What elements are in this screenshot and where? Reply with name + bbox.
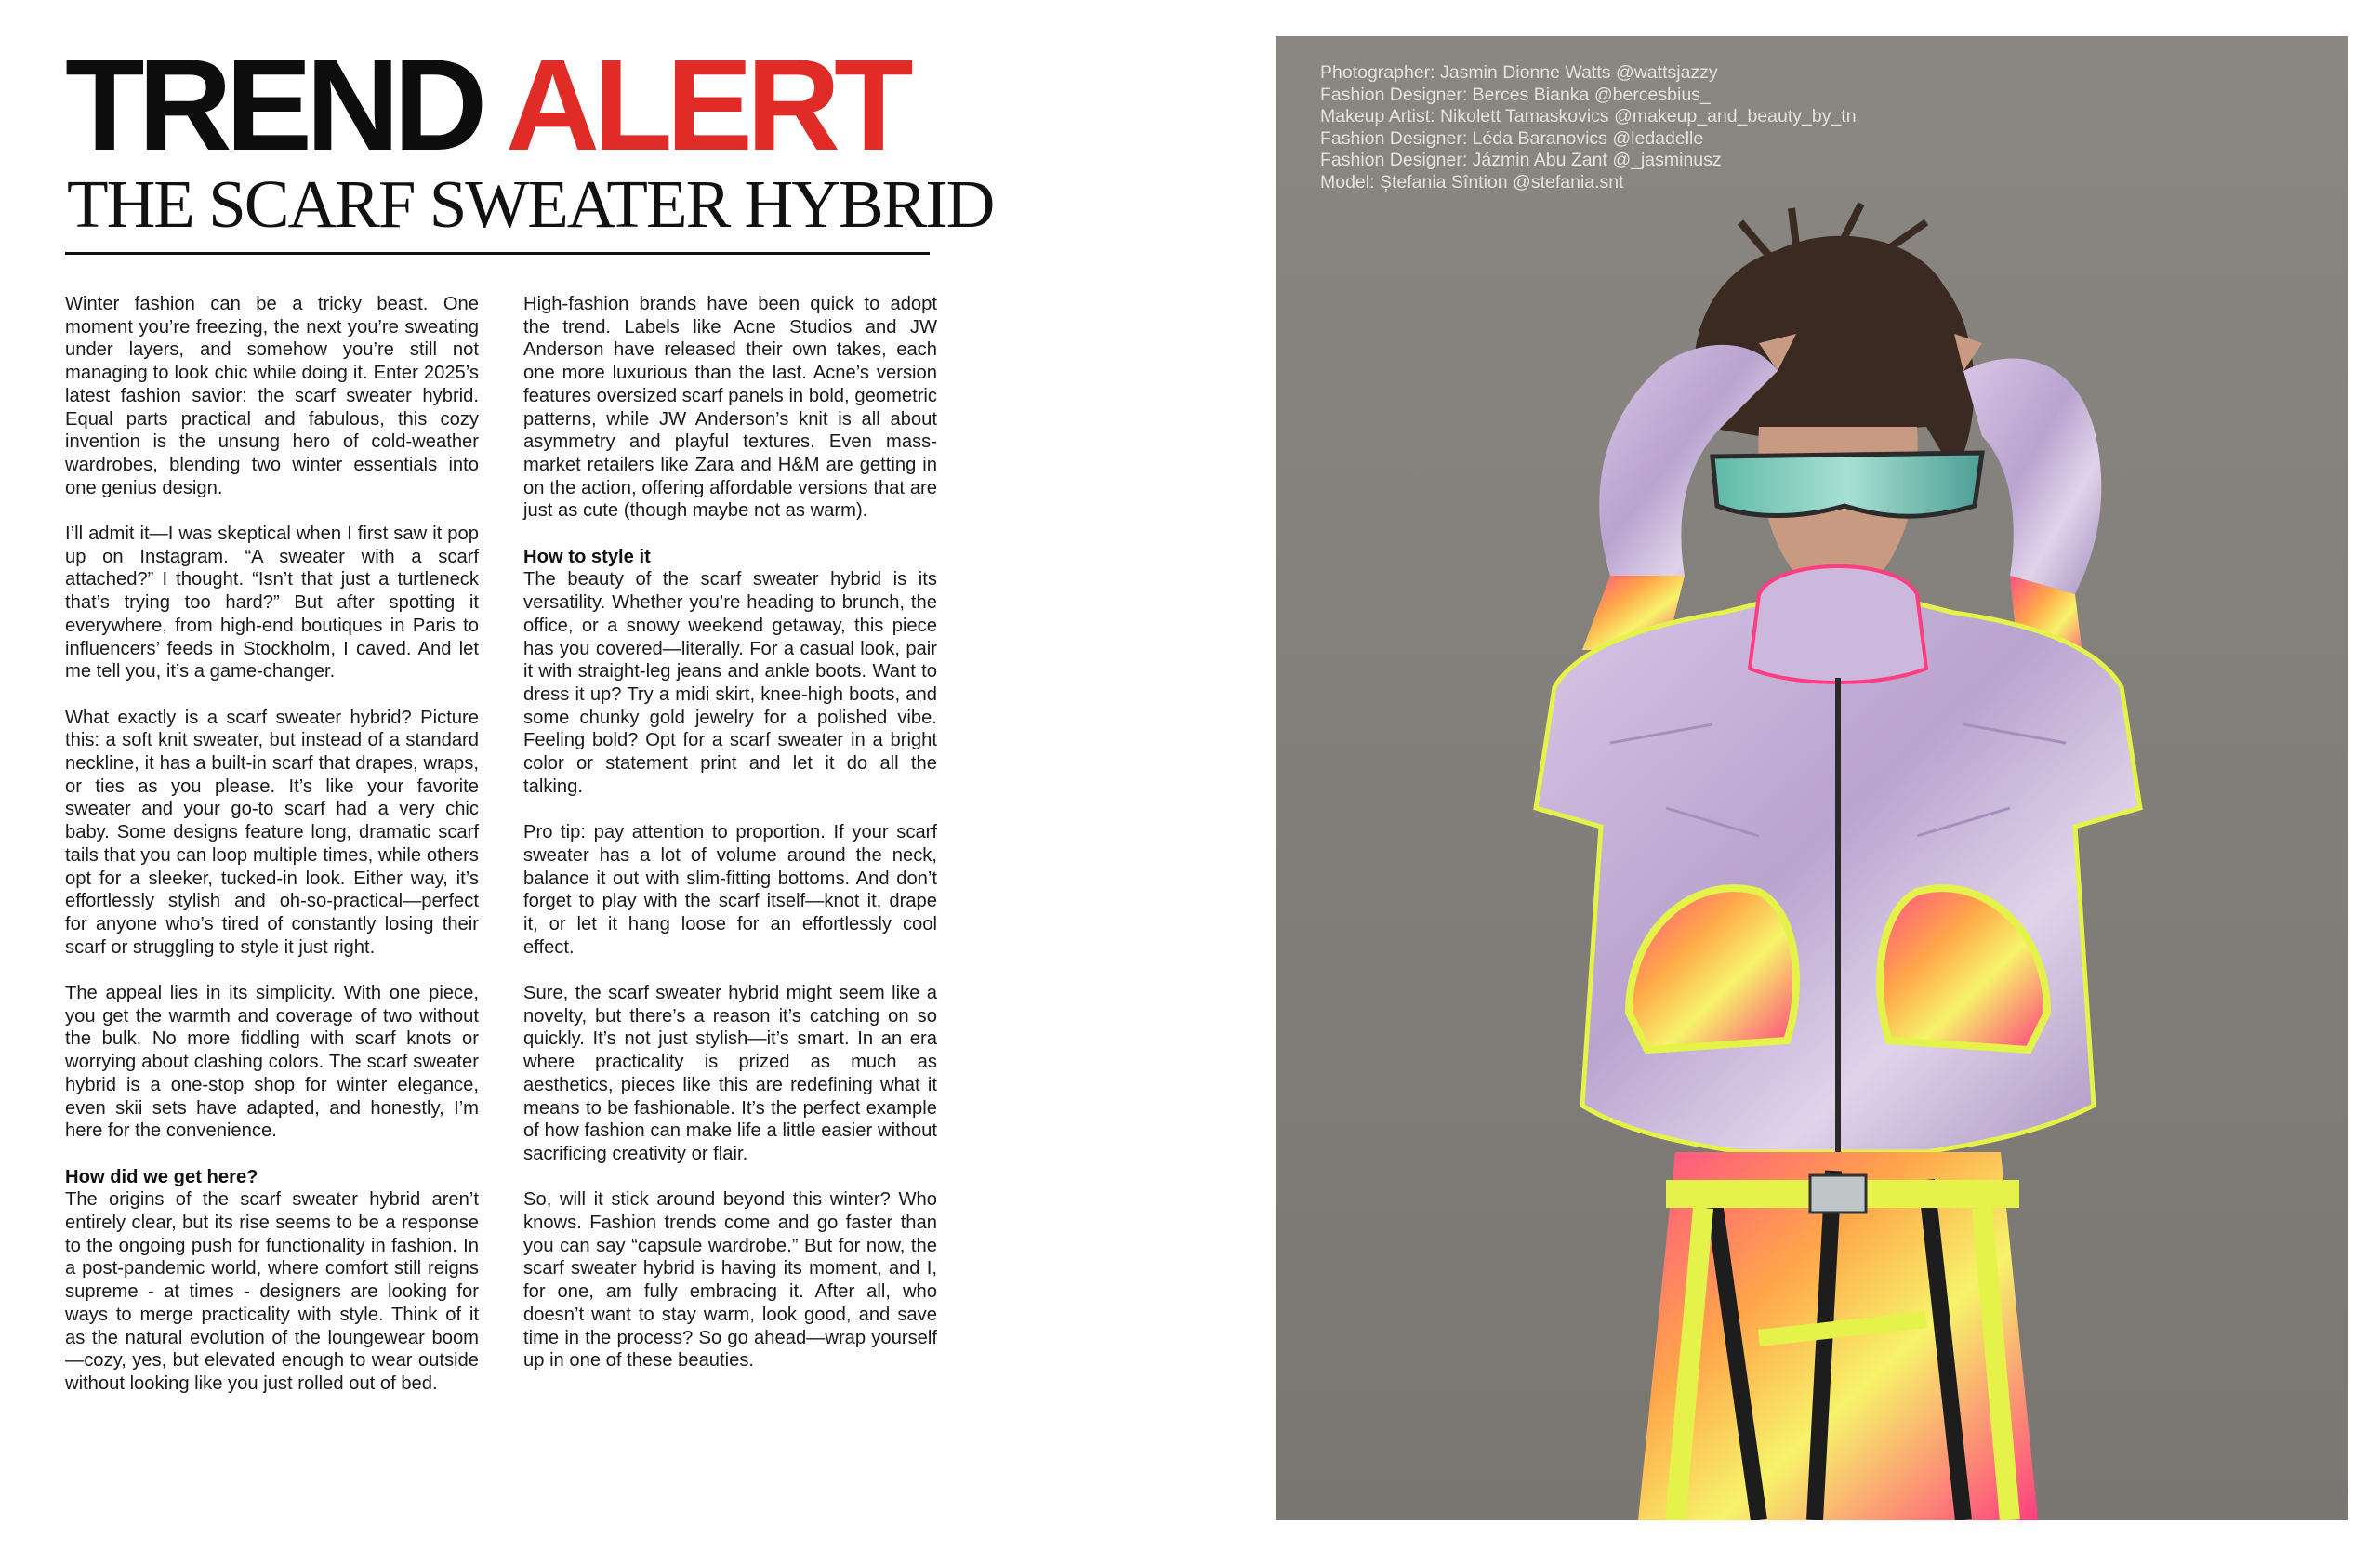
credit-line: Fashion Designer: Jázmin Abu Zant @_jasminusz <box>1320 150 1722 171</box>
section-heading: How to style it <box>523 546 651 567</box>
photo-credits <box>1320 62 1857 194</box>
paragraph: Winter fashion can be a tricky beast. One moment you’re freezing, the next you’re sweating under layers, and somehow you’re still not managing to look chic while doing it. Enter 2025’s latest fashion savior: the scarf sweater hybrid. Equal parts practical and fabulous, this cozy invention is the unsung hero of cold-weather wardrobes, blending two winter essentials into one genius design. <box>65 294 479 498</box>
headline-alert: ALERT <box>505 32 907 178</box>
fashion-photo-page <box>1276 36 2348 1520</box>
title-divider <box>65 252 930 255</box>
paragraph: So, will it stick around beyond this winter? Who knows. Fashion trends come and go faster than you can say “capsule wardrobe.” But for now, the scarf sweater hybrid is having its moment, and I, for one, am fully embracing it. After all, who doesn’t want to stay warm, look good, and save time in the process? So go ahead—wrap yourself up in one of these beauties. <box>523 1189 937 1372</box>
paragraph: Sure, the scarf sweater hybrid might seem like a novelty, but there’s a reason it’s catching on so quickly. It’s not just stylish—it’s smart. In an era where practicality is prized as much as aesthetics, pieces like this are redefining what it means to be fashionable. It’s the perfect example of how fashion can make life a little easier without sacrificing creativity or flair. <box>523 983 937 1164</box>
credit-line: Fashion Designer: Berces Bianka @bercesbius_ <box>1320 84 1711 105</box>
paragraph: I’ll admit it—I was skeptical when I first saw it pop up on Instagram. “A sweater with a scarf attached?” I thought. “Isn’t that just a turtleneck that’s trying too hard?” But after spotting it everywhere, from high-end boutiques in Paris to influencers’ feeds in Stockholm, I caved. And let me tell you, it’s a game-changer. <box>65 524 479 683</box>
paragraph: Pro tip: pay attention to proportion. If your scarf sweater has a lot of volume around the neck, balance it out with slim-fitting bottoms. And don’t forget to play with the scarf itself—knot it, drape it, or let it hang loose for an effortlessly cool effect. <box>523 822 937 958</box>
paragraph: The beauty of the scarf sweater hybrid is its versatility. Whether you’re heading to brunch, the office, or a snowy weekend getaway, this piece has you covered—literally. For a casual look, pair it with straight-leg jeans and ankle boots. Want to dress it up? Try a midi skirt, knee-high boots, and some chunky gold jewelry for a polished vibe. Feeling bold? Opt for a scarf sweater in a bright color or statement print and let it do all the talking. <box>523 569 937 797</box>
credit-line: Model: Ștefania Sîntion @stefania.snt <box>1320 171 1624 192</box>
paragraph: The origins of the scarf sweater hybrid aren’t entirely clear, but its rise seems to be a response to the ongoing push for functionality in fashion. In a post-pandemic world, where comfort still reigns supreme - at times - designers are looking for ways to merge practicality with style. Think of it as the natural evolution of the loungewear boom—cozy, yes, but elevated enough to wear outside without looking like you just rolled out of bed. <box>65 1189 479 1394</box>
paragraph: What exactly is a scarf sweater hybrid? Picture this: a soft knit sweater, but instead of a standard neckline, it has a built-in scarf that drapes, wraps, or ties as you please. It’s like your favorite sweater and your go-to scarf had a very chic baby. Some designs feature long, dramatic scarf tails that you can loop multiple times, while others opt for a sleeker, tucked-in look. Either way, it’s effortlessly stylish and oh-so-practical—perfect for anyone who’s tired of constantly losing their scarf or struggling to style it just right. <box>65 707 479 958</box>
credit-line: Fashion Designer: Léda Baranovics @ledadelle <box>1320 127 1704 149</box>
headline-trend: TREND <box>65 32 482 178</box>
model-photo <box>1276 36 2348 1520</box>
credit-line: Photographer: Jasmin Dionne Watts @wattsjazzy <box>1320 62 1718 83</box>
headline <box>65 32 907 178</box>
subhead: THE SCARF SWEATER HYBRID <box>67 166 994 242</box>
paragraph: The appeal lies in its simplicity. With one piece, you get the warmth and coverage of two without the bulk. No more fiddling with scarf knots or worrying about clashing colors. The scarf sweater hybrid is a one-stop shop for winter elegance, even skii sets have adapted, and honestly, I’m here for the convenience. <box>65 983 479 1142</box>
paragraph: High-fashion brands have been quick to adopt the trend. Labels like Acne Studios and JW Anderson have released their own takes, each one more luxurious than the last. Acne’s version features oversized scarf panels in bold, geometric patterns, while JW Anderson’s knit is all about asymmetry and playful textures. Even mass-market retailers like Zara and H&M are getting in on the action, offering affordable versions that are just as cute (though maybe not as warm). <box>523 294 937 522</box>
article-column-2 <box>523 293 937 1396</box>
credit-line: Makeup Artist: Nikolett Tamaskovics @makeup_and_beauty_by_tn <box>1320 106 1857 127</box>
article-column-1 <box>65 293 479 1418</box>
section-heading: How did we get here? <box>65 1166 258 1187</box>
